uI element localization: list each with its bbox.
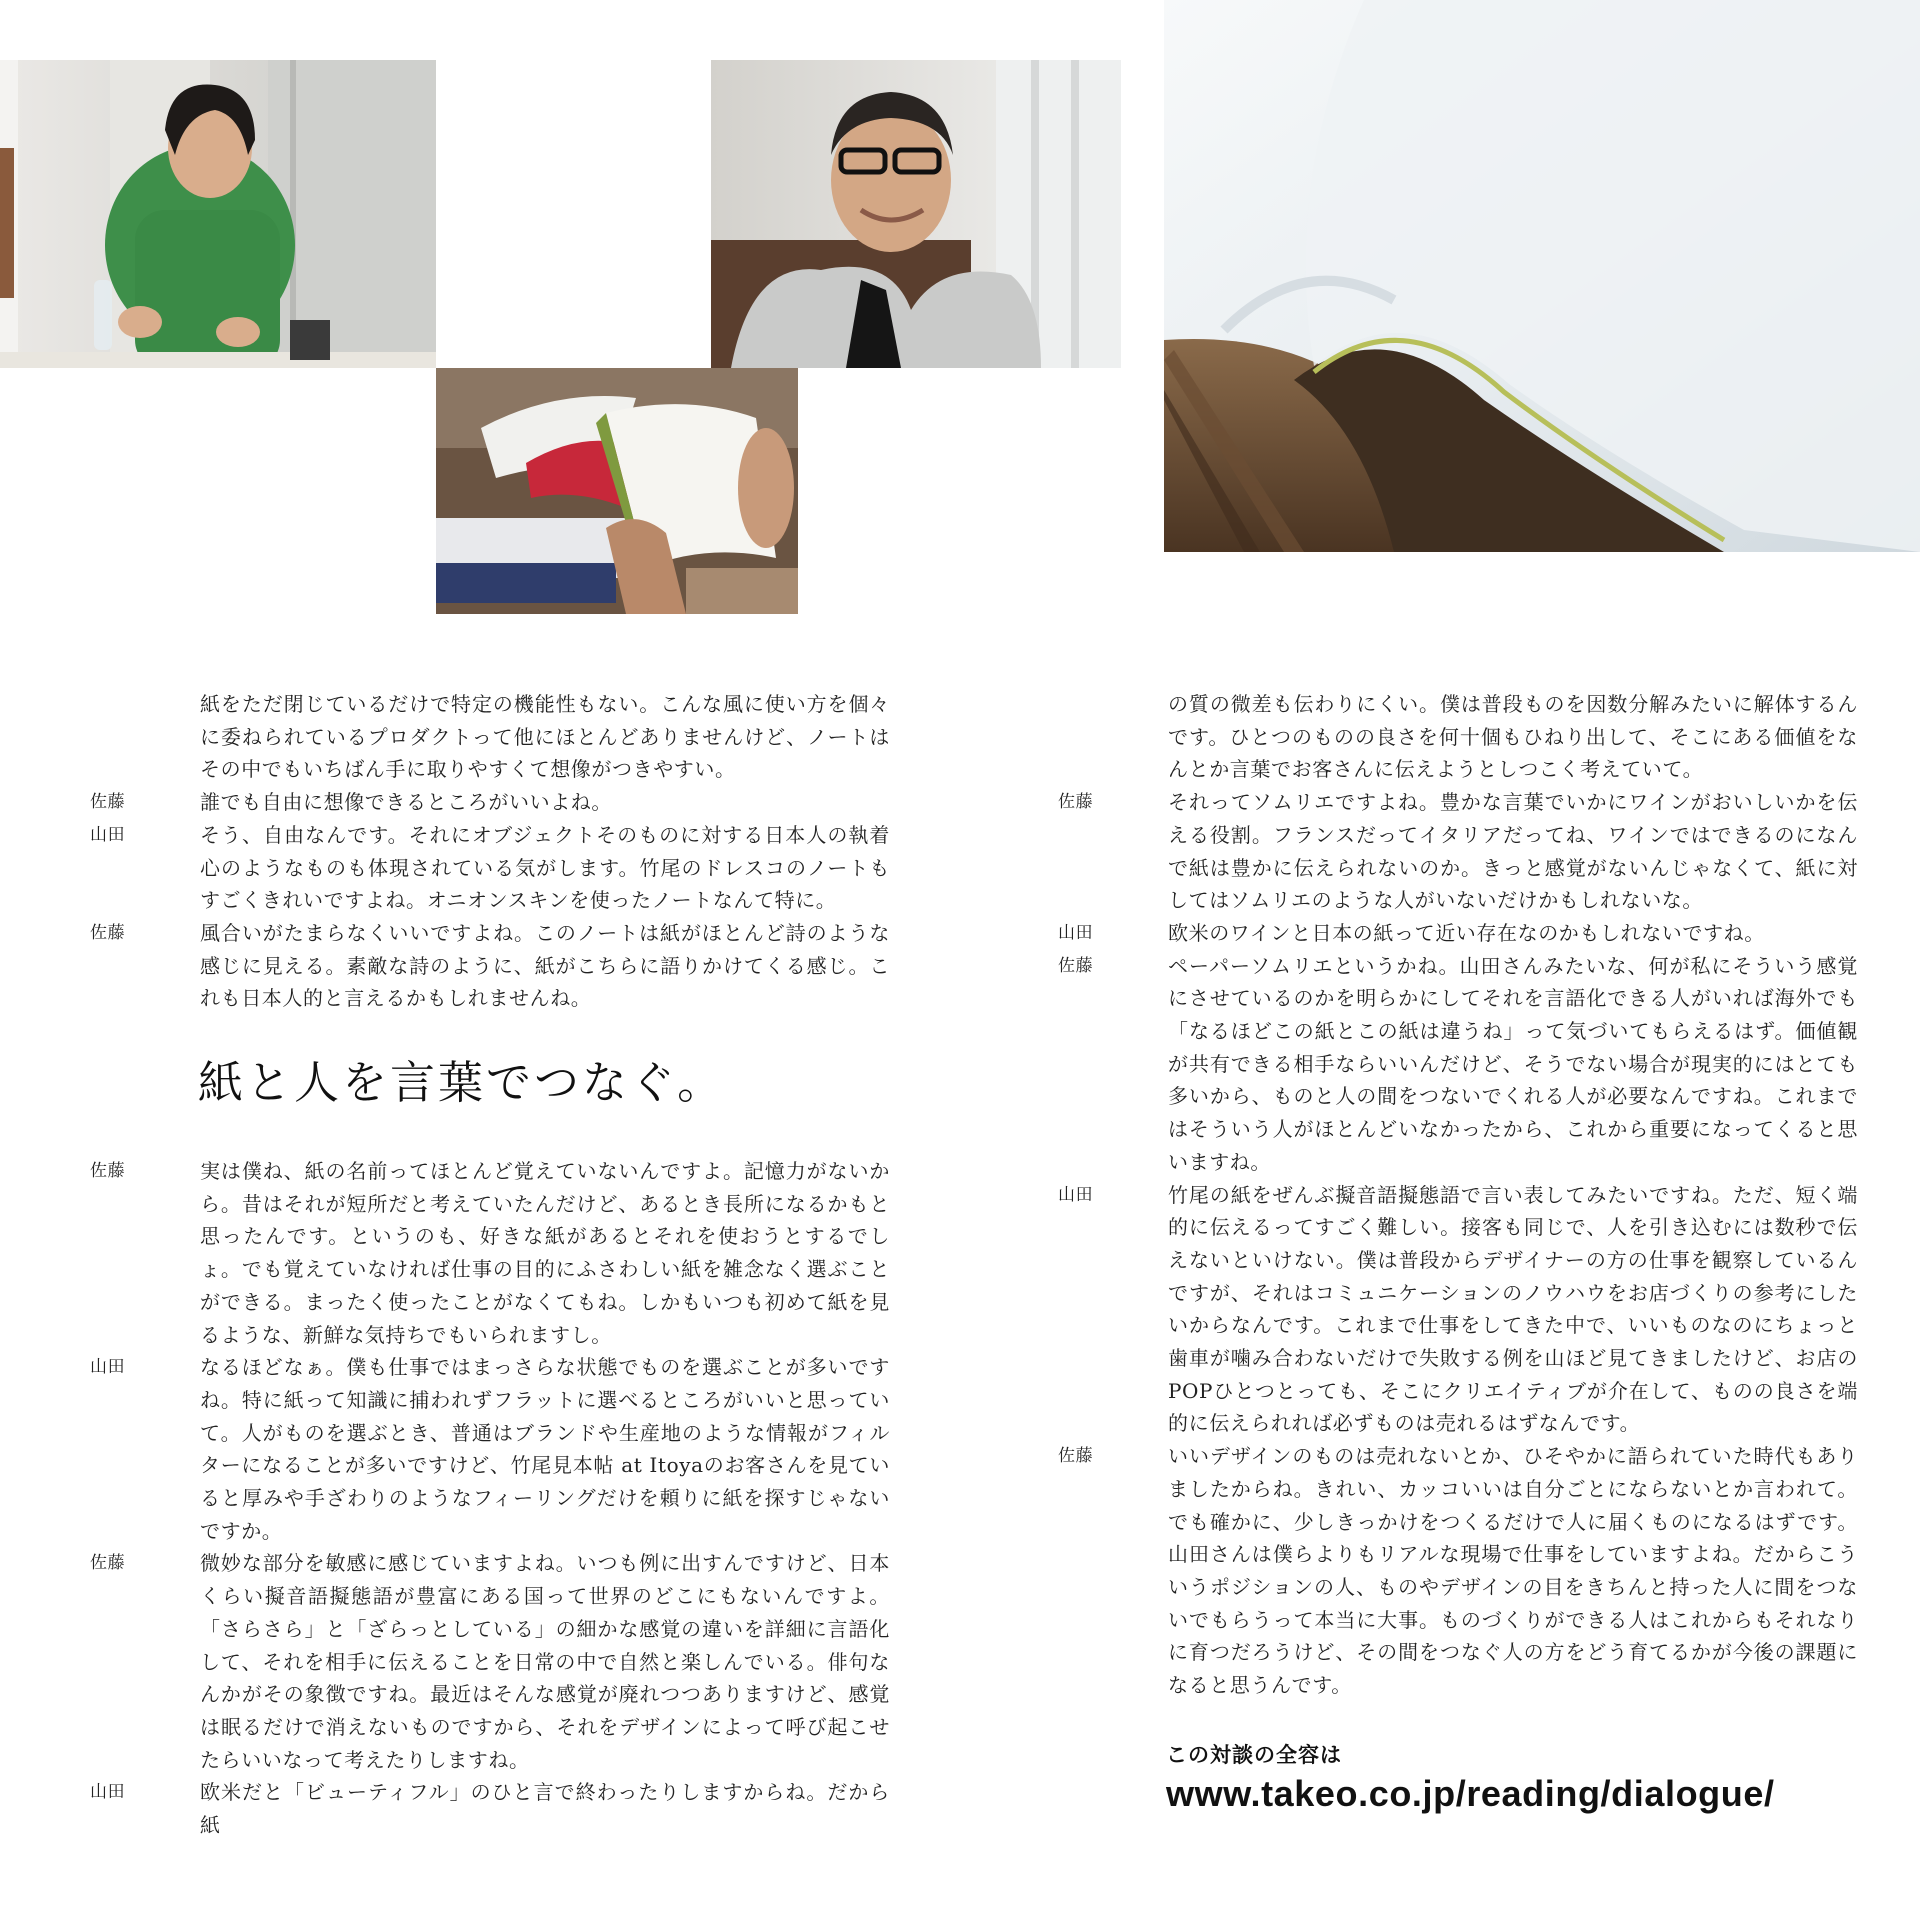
speaker-name: [90, 688, 200, 786]
dialogue-paragraph: [1058, 1440, 1858, 1702]
dialogue-paragraph: [1058, 950, 1858, 1179]
dialogue-text: 誰でも自由に想像できるところがいいよね。: [200, 790, 612, 815]
dialogue-text: 紙をただ閉じているだけで特定の機能性もない。こんな風に使い方を個々に委ねられているプロダクトって他にほとんどありませんけど、ノートはその中でもいちばん手に取りやすくて想像がつきやすい。: [200, 692, 890, 782]
dialogue-text: 風合いがたまらなくいいですよね。このノートは紙がほとんど詩のような感じに見える。素敵な詩のように、紙がこちらに語りかけてくる感じ。これも日本人的と言えるかもしれませんね。: [200, 920, 890, 1011]
photo-person-glasses: [711, 60, 1121, 368]
dialogue-url-link[interactable]: www.takeo.co.jp/reading/dialogue/: [1166, 1773, 1775, 1814]
speaker-name: 山田: [1058, 1184, 1094, 1205]
dialogue-text: 実は僕ね、紙の名前ってほとんど覚えていないんですよ。記憶力がないから。昔はそれが短所だと考えていたんだけど、あるとき長所になるかもと思ったんです。というのも、好きな紙があるとそれを使おうとするでしょ。でも覚えていなければ仕事の目的にふさわしい紙を雑念なく選ぶことができる。まったく使ったことがなくてもね。しかもいつも初めて紙を見るような、新鮮な気持ちでもいられますし。: [200, 1159, 890, 1347]
dialogue-paragraph: [1058, 786, 1858, 917]
photo-person-green-shirt: [0, 60, 436, 368]
speaker-name: 佐藤: [90, 1553, 126, 1574]
speaker-name: 山田: [90, 1357, 126, 1378]
dialogue-paragraph: [90, 1155, 890, 1351]
dialogue-text: ペーパーソムリエというかね。山田さんみたいな、何が私にそういう感覚にさせているのかを明らかにしてそれを言語化できる人がいれば海外でも「なるほどこの紙とこの紙は違うね」って気づいてもらえるはず。価値観が共有できる相手ならいいんだけど、そうでない場合が現実的にはとても多いから、ものと人の間をつないでくれる人が必要なんですね。これまではそういう人がほとんどいなかったから、これから重要になってくると思いますね。: [1168, 953, 1858, 1174]
dialogue-paragraph: [90, 819, 890, 917]
speaker-name: [1058, 688, 1168, 786]
speaker-name: 佐藤: [90, 1161, 126, 1182]
dialogue-paragraph: [90, 917, 890, 1015]
dialogue-paragraph: [90, 688, 890, 786]
dialogue-paragraph: [90, 786, 890, 819]
speaker-name: 佐藤: [1058, 955, 1094, 976]
photo-hands-notebook: [436, 368, 798, 614]
speaker-name: 山田: [90, 1782, 126, 1803]
dialogue-text: それってソムリエですよね。豊かな言葉でいかにワインがおいしいかを伝える役割。フランスだってイタリアだってね、ワインではできるのになんで紙は豊かに伝えられないのか。きっと感覚がないんじゃなくて、紙に対してはソムリエのような人がいないだけかもしれないな。: [1168, 790, 1858, 913]
dialogue-paragraph: [1058, 688, 1858, 786]
speaker-name: 佐藤: [90, 922, 126, 943]
dialogue-text: そう、自由なんです。それにオブジェクトそのものに対する日本人の執着心のようなものも体現されている気がします。竹尾のドレスコのノートもすごくきれいですよね。オニオンスキンを使ったノートなんて特に。: [200, 822, 890, 913]
dialogue-text: 欧米のワインと日本の紙って近い存在なのかもしれないですね。: [1168, 920, 1765, 945]
dialogue-text: 竹尾の紙をぜんぶ擬音語擬態語で言い表してみたいですね。ただ、短く端的に伝えるってすごく難しい。接客も同じで、人を引き込むには数秒で伝えないといけない。僕は普段からデザイナーの方の仕事を観察しているんですが、それはコミュニケーションのノウハウをお店づくりの参考にしたいからなんです。これまで仕事をしてきた中で、いいものなのにちょっと歯車が噛み合わないだけで失敗する例を山ほど見てきましたけど、お店のPOPひとつとっても、そこにクリエイティブが介在して、ものの良さを端的に伝えられれば必ずものは売れるはずなんです。: [1168, 1182, 1858, 1436]
link-caption: この対談の全容は: [1166, 1744, 1342, 1767]
dialogue-text: 欧米だと「ビューティフル」のひと言で終わったりしますからね。だから紙: [200, 1780, 890, 1838]
interview-column-left: [90, 688, 890, 1842]
speaker-name: 山田: [90, 824, 126, 845]
photo-book-closeup: [1164, 0, 1920, 552]
dialogue-paragraph: [90, 1547, 890, 1776]
section-heading: 紙と人を言葉でつなぐ。: [198, 1056, 726, 1110]
dialogue-paragraph: [1058, 1179, 1858, 1441]
speaker-name: 佐藤: [90, 792, 126, 813]
speaker-name: 佐藤: [1058, 792, 1094, 813]
dialogue-paragraph: [90, 1776, 890, 1841]
speaker-name: 山田: [1058, 922, 1094, 943]
dialogue-paragraph: [1058, 917, 1858, 950]
dialogue-text: いいデザインのものは売れないとか、ひそやかに語られていた時代もありましたからね。きれい、カッコいいは自分ごとにならないとか言われて。でも確かに、少しきっかけをつくるだけで人に届くものになるはずです。山田さんは僕らよりもリアルな現場で仕事をしていますよね。だからこういうポジションの人、ものやデザインの目をきちんと持った人に間をつないでもらうって本当に大事。ものづくりができる人はこれからもそれなりに育つだろうけど、その間をつなぐ人の方をどう育てるかが今後の課題になると思うんです。: [1168, 1444, 1858, 1698]
dialogue-text: 微妙な部分を敏感に感じていますよね。いつも例に出すんですけど、日本くらい擬音語擬態語が豊富にある国って世界のどこにもないんですよ。「さらさら」と「ざらっとしている」の細かな感覚の違いを詳細に言語化して、それを相手に伝えることを日常の中で自然と楽しんでいる。俳句なんかがその象徴ですね。最近はそんな感覚が廃れつつありますけど、感覚は眠るだけで消えないものですから、それをデザインによって呼び起こせたらいいなって考えたりしますね。: [200, 1551, 890, 1772]
interview-column-right: [1058, 688, 1858, 1702]
dialogue-text: なるほどなぁ。僕も仕事ではまっさらな状態でものを選ぶことが多いですね。特に紙って知識に捕われずフラットに選べるところがいいと思っていて。人がものを選ぶとき、普通はブランドや生産地のような情報がフィルターになることが多いですけど、竹尾見本帖 at Itoyaのお客さんを見ていると厚みや手ざわりのようなフィーリングだけを頼りに紙を探すじゃないですか。: [200, 1355, 890, 1543]
dialogue-link-block: [1166, 1741, 1775, 1817]
dialogue-text: の質の微差も伝わりにくい。僕は普段ものを因数分解みたいに解体するんです。ひとつのものの良さを何十個もひねり出して、そこにある価値をなんとか言葉でお客さんに伝えようとしつこく考えていて。: [1168, 692, 1858, 782]
speaker-name: 佐藤: [1058, 1446, 1094, 1467]
dialogue-paragraph: [90, 1351, 890, 1547]
